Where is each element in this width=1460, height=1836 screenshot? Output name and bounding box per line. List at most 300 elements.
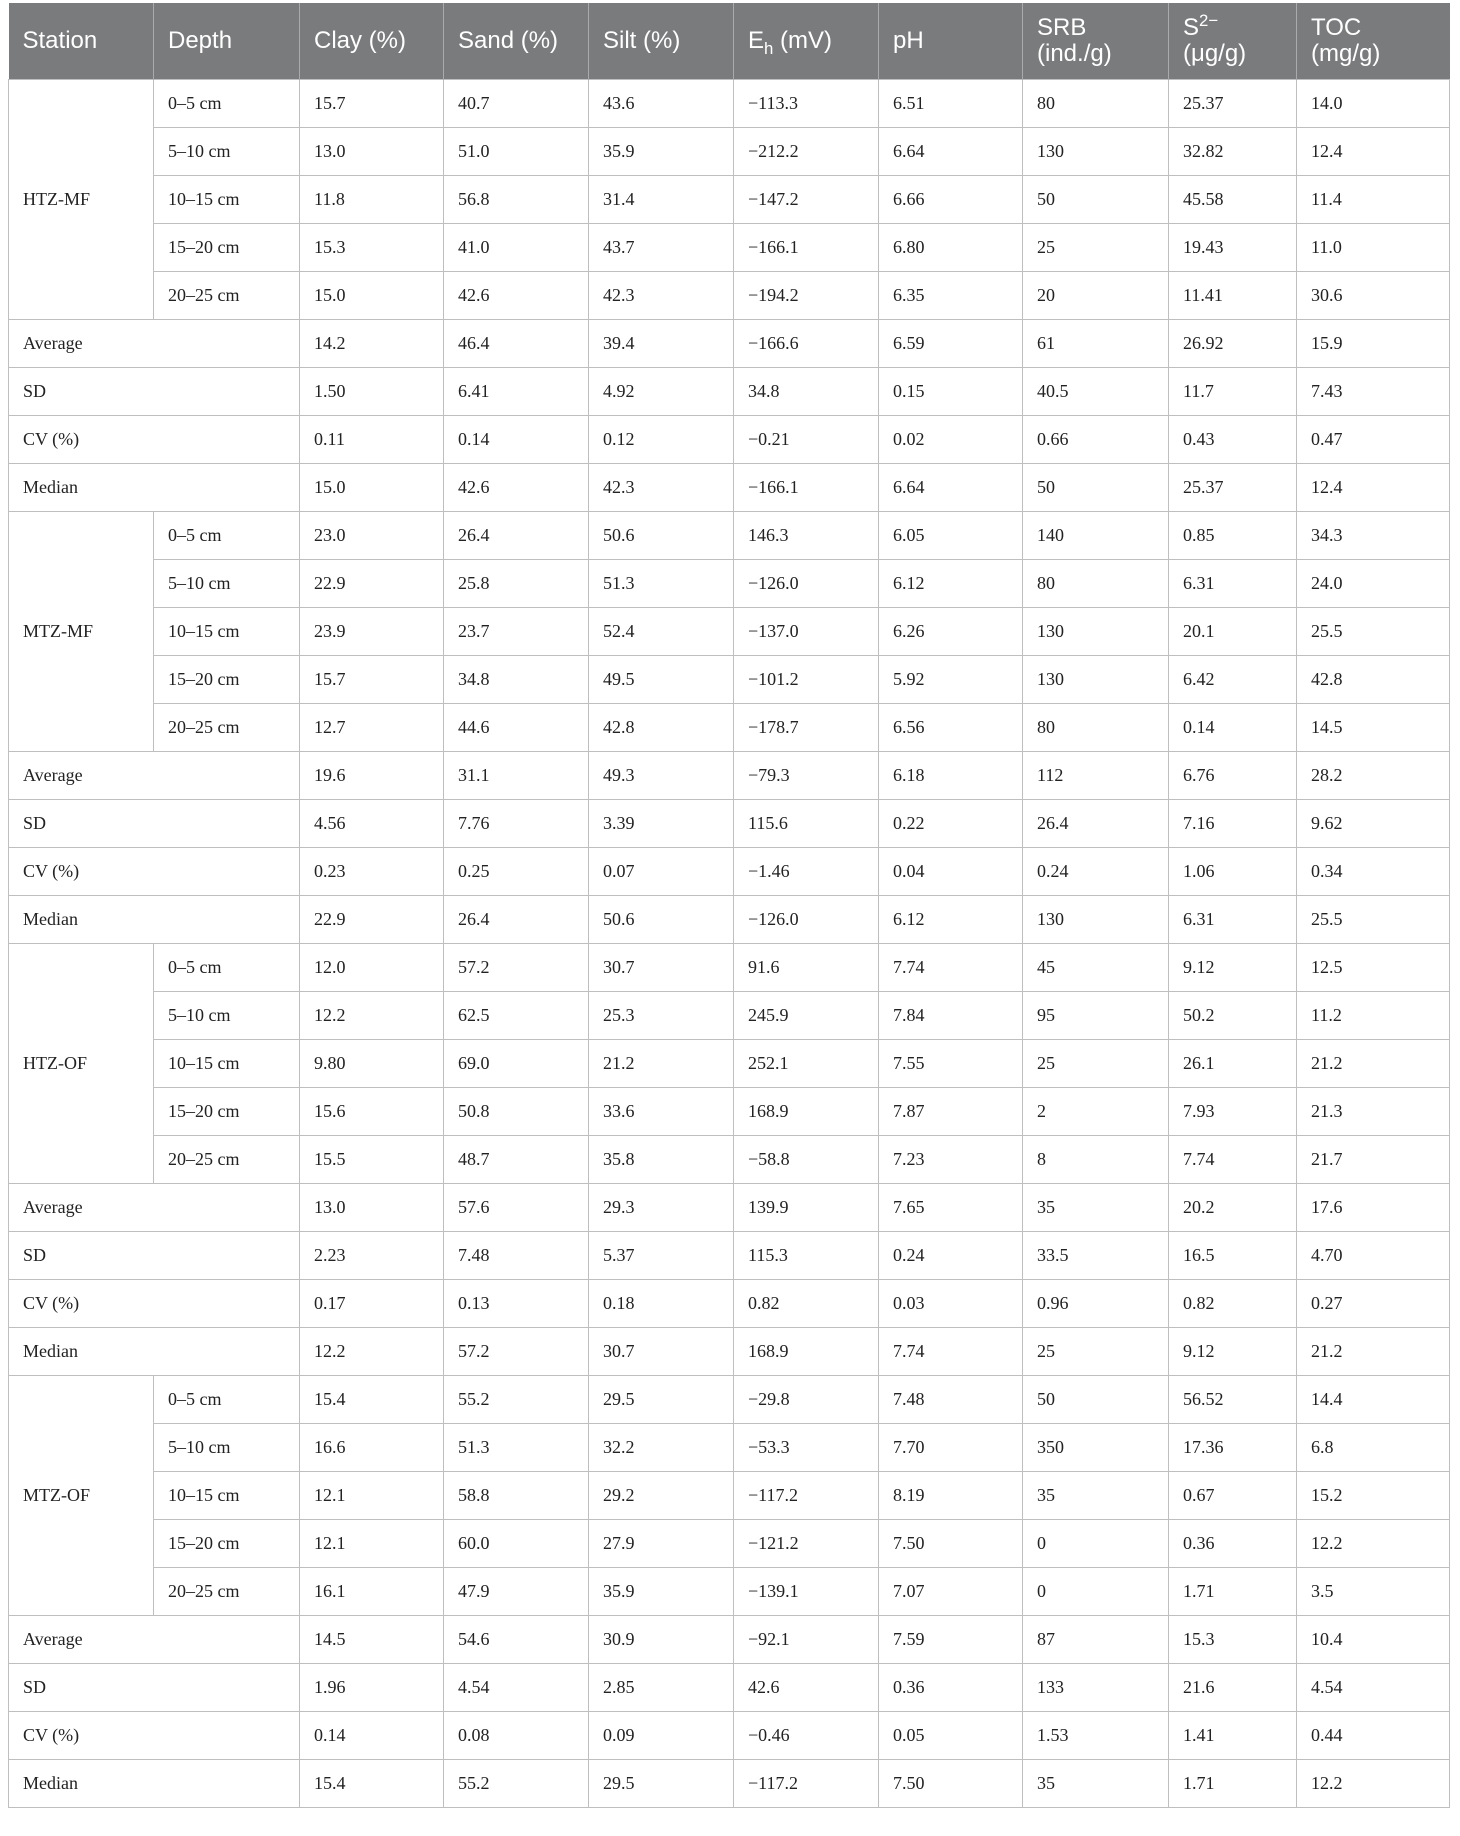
value-cell: 16.6 [300,1423,444,1471]
value-cell: 35.9 [589,1567,734,1615]
value-cell: 15.3 [300,223,444,271]
stats-row [9,1711,1450,1759]
stat-value-cell: 0.14 [444,415,589,463]
value-cell: 6.42 [1169,655,1297,703]
value-cell: 57.2 [444,943,589,991]
depth-cell: 20–25 cm [154,1135,300,1183]
depth-cell: 0–5 cm [154,511,300,559]
stat-value-cell: 0.43 [1169,415,1297,463]
stats-row [9,367,1450,415]
value-cell: 7.55 [879,1039,1023,1087]
value-cell: 6.35 [879,271,1023,319]
stat-value-cell: 1.41 [1169,1711,1297,1759]
value-cell: 12.5 [1297,943,1450,991]
table-row [9,1039,1450,1087]
stat-value-cell: 7.65 [879,1183,1023,1231]
stat-value-cell: 26.4 [1023,799,1169,847]
stat-label-cell: SD [9,799,300,847]
value-cell: 3.5 [1297,1567,1450,1615]
value-cell: −212.2 [734,127,879,175]
value-cell: 20 [1023,271,1169,319]
stat-value-cell: 7.50 [879,1759,1023,1807]
value-cell: 15.2 [1297,1471,1450,1519]
stat-value-cell: −0.46 [734,1711,879,1759]
stat-value-cell: 31.1 [444,751,589,799]
value-cell: −137.0 [734,607,879,655]
value-cell: 12.1 [300,1519,444,1567]
stat-value-cell: 87 [1023,1615,1169,1663]
stat-label-cell: Average [9,1615,300,1663]
stat-value-cell: 46.4 [444,319,589,367]
value-cell: 22.9 [300,559,444,607]
stat-label-cell: Median [9,1759,300,1807]
value-cell: 30.7 [589,943,734,991]
table-row [9,607,1450,655]
table-row [9,1135,1450,1183]
stat-value-cell: 55.2 [444,1759,589,1807]
table-row [9,223,1450,271]
stat-value-cell: 26.92 [1169,319,1297,367]
value-cell: 26.4 [444,511,589,559]
stat-value-cell: 19.6 [300,751,444,799]
value-cell: 12.0 [300,943,444,991]
value-cell: −29.8 [734,1375,879,1423]
value-cell: 50.6 [589,511,734,559]
value-cell: 34.3 [1297,511,1450,559]
stat-value-cell: 14.5 [300,1615,444,1663]
stat-value-cell: 0.34 [1297,847,1450,895]
stat-value-cell: 4.56 [300,799,444,847]
stat-value-cell: 6.41 [444,367,589,415]
value-cell: −101.2 [734,655,879,703]
stat-value-cell: 33.5 [1023,1231,1169,1279]
stat-value-cell: 0.96 [1023,1279,1169,1327]
stat-label-cell: SD [9,1663,300,1711]
value-cell: 48.7 [444,1135,589,1183]
value-cell: 56.8 [444,175,589,223]
value-cell: 7.87 [879,1087,1023,1135]
value-cell: 7.07 [879,1567,1023,1615]
value-cell: 168.9 [734,1087,879,1135]
value-cell: 11.41 [1169,271,1297,319]
stat-value-cell: −0.21 [734,415,879,463]
stat-value-cell: 0.24 [879,1231,1023,1279]
stat-value-cell: 42.6 [734,1663,879,1711]
stat-value-cell: 9.12 [1169,1327,1297,1375]
stats-row [9,1279,1450,1327]
header-station: Station [9,3,154,79]
stat-label-cell: CV (%) [9,1711,300,1759]
stat-label-cell: CV (%) [9,847,300,895]
stat-value-cell: −166.1 [734,463,879,511]
value-cell: 7.74 [879,943,1023,991]
value-cell: −139.1 [734,1567,879,1615]
value-cell: 32.2 [589,1423,734,1471]
value-cell: 130 [1023,607,1169,655]
depth-cell: 10–15 cm [154,607,300,655]
stat-value-cell: 139.9 [734,1183,879,1231]
stat-value-cell: 15.4 [300,1759,444,1807]
stat-value-cell: 7.74 [879,1327,1023,1375]
value-cell: −117.2 [734,1471,879,1519]
value-cell: 12.2 [1297,1519,1450,1567]
value-cell: 21.2 [1297,1039,1450,1087]
stat-value-cell: 0.82 [734,1279,879,1327]
value-cell: 252.1 [734,1039,879,1087]
value-cell: 62.5 [444,991,589,1039]
stat-value-cell: 25.5 [1297,895,1450,943]
stat-value-cell: −79.3 [734,751,879,799]
stat-value-cell: 7.59 [879,1615,1023,1663]
value-cell: 51.3 [589,559,734,607]
stat-value-cell: 0.66 [1023,415,1169,463]
value-cell: 51.3 [444,1423,589,1471]
value-cell: 14.4 [1297,1375,1450,1423]
stat-value-cell: 0.23 [300,847,444,895]
value-cell: 55.2 [444,1375,589,1423]
station-cell: MTZ-OF [9,1375,154,1615]
value-cell: 45 [1023,943,1169,991]
value-cell: 12.2 [300,991,444,1039]
value-cell: 50 [1023,1375,1169,1423]
value-cell: 29.2 [589,1471,734,1519]
header-clay: Clay (%) [300,3,444,79]
stat-label-cell: CV (%) [9,415,300,463]
table-row [9,559,1450,607]
header-srb [1023,3,1169,79]
value-cell: −126.0 [734,559,879,607]
value-cell: 7.23 [879,1135,1023,1183]
value-cell: 40.7 [444,79,589,127]
stat-value-cell: 5.37 [589,1231,734,1279]
stat-value-cell: 16.5 [1169,1231,1297,1279]
stat-label-cell: Average [9,751,300,799]
stat-value-cell: 0.44 [1297,1711,1450,1759]
value-cell: 15.7 [300,655,444,703]
stat-value-cell: 12.2 [1297,1759,1450,1807]
value-cell: 140 [1023,511,1169,559]
value-cell: 245.9 [734,991,879,1039]
sediment-properties-table [8,3,1450,1808]
value-cell: 13.0 [300,127,444,175]
value-cell: 1.71 [1169,1567,1297,1615]
value-cell: 42.6 [444,271,589,319]
value-cell: 17.36 [1169,1423,1297,1471]
value-cell: 350 [1023,1423,1169,1471]
stat-value-cell: 0.12 [589,415,734,463]
value-cell: 44.6 [444,703,589,751]
value-cell: 25.3 [589,991,734,1039]
depth-cell: 5–10 cm [154,991,300,1039]
value-cell: 50 [1023,175,1169,223]
header-toc-line2: (mg/g) [1311,39,1381,67]
station-cell: HTZ-OF [9,943,154,1183]
stats-row [9,1231,1450,1279]
stats-row [9,415,1450,463]
stat-value-cell: 29.5 [589,1759,734,1807]
table-row [9,175,1450,223]
stat-value-cell: 29.3 [589,1183,734,1231]
depth-cell: 10–15 cm [154,1471,300,1519]
value-cell: 6.64 [879,127,1023,175]
stat-value-cell: 42.6 [444,463,589,511]
value-cell: 12.1 [300,1471,444,1519]
value-cell: 7.70 [879,1423,1023,1471]
stat-value-cell: −117.2 [734,1759,879,1807]
header-sulfide-base: S [1183,13,1200,41]
value-cell: 41.0 [444,223,589,271]
value-cell: 6.05 [879,511,1023,559]
stat-value-cell: 130 [1023,895,1169,943]
stat-value-cell: 11.7 [1169,367,1297,415]
value-cell: 35.9 [589,127,734,175]
stat-value-cell: 0.17 [300,1279,444,1327]
value-cell: 95 [1023,991,1169,1039]
value-cell: 24.0 [1297,559,1450,607]
table-row [9,79,1450,127]
stat-value-cell: −126.0 [734,895,879,943]
stat-value-cell: −1.46 [734,847,879,895]
stats-row [9,751,1450,799]
stat-value-cell: 0.47 [1297,415,1450,463]
value-cell: 25.37 [1169,79,1297,127]
value-cell: 25.5 [1297,607,1450,655]
header-sulfide [1169,3,1297,79]
stat-value-cell: 115.6 [734,799,879,847]
stat-value-cell: 21.2 [1297,1327,1450,1375]
value-cell: 91.6 [734,943,879,991]
value-cell: 15.4 [300,1375,444,1423]
value-cell: 23.0 [300,511,444,559]
station-cell: HTZ-MF [9,79,154,319]
value-cell: 7.84 [879,991,1023,1039]
value-cell: 6.12 [879,559,1023,607]
stats-row [9,463,1450,511]
value-cell: 0.14 [1169,703,1297,751]
stat-value-cell: 0.25 [444,847,589,895]
stat-label-cell: SD [9,1231,300,1279]
stats-row [9,799,1450,847]
stat-value-cell: 6.31 [1169,895,1297,943]
stat-value-cell: 133 [1023,1663,1169,1711]
table-container [8,3,1449,1808]
header-depth: Depth [154,3,300,79]
stat-value-cell: 0.08 [444,1711,589,1759]
depth-cell: 15–20 cm [154,655,300,703]
stat-label-cell: Median [9,895,300,943]
stat-value-cell: 0.27 [1297,1279,1450,1327]
stat-value-cell: 1.50 [300,367,444,415]
value-cell: 15.5 [300,1135,444,1183]
value-cell: 42.3 [589,271,734,319]
value-cell: 14.0 [1297,79,1450,127]
stat-value-cell: 12.4 [1297,463,1450,511]
table-row [9,271,1450,319]
value-cell: 42.8 [1297,655,1450,703]
value-cell: 26.1 [1169,1039,1297,1087]
header-en-base: E [748,26,765,54]
value-cell: 34.8 [444,655,589,703]
value-cell: 11.4 [1297,175,1450,223]
value-cell: −166.1 [734,223,879,271]
stat-value-cell: 26.4 [444,895,589,943]
stat-value-cell: 4.54 [1297,1663,1450,1711]
value-cell: 43.7 [589,223,734,271]
stat-value-cell: 0.04 [879,847,1023,895]
stat-value-cell: 6.64 [879,463,1023,511]
stat-value-cell: 0.22 [879,799,1023,847]
header-sand: Sand (%) [444,3,589,79]
value-cell: 80 [1023,559,1169,607]
depth-cell: 15–20 cm [154,223,300,271]
value-cell: 21.2 [589,1039,734,1087]
header-sulfide-unit: (μg/g) [1183,39,1247,67]
value-cell: 6.80 [879,223,1023,271]
stat-value-cell: 1.71 [1169,1759,1297,1807]
stat-value-cell: 2.23 [300,1231,444,1279]
value-cell: 25 [1023,223,1169,271]
stat-value-cell: 61 [1023,319,1169,367]
station-cell: MTZ-MF [9,511,154,751]
header-ph: pH [879,3,1023,79]
stat-value-cell: 30.9 [589,1615,734,1663]
header-en-sub: h [764,38,774,58]
value-cell: 21.3 [1297,1087,1450,1135]
header-toc-line1: TOC [1311,13,1362,41]
stat-value-cell: 57.2 [444,1327,589,1375]
stat-value-cell: 6.12 [879,895,1023,943]
stat-value-cell: 28.2 [1297,751,1450,799]
value-cell: 25 [1023,1039,1169,1087]
value-cell: 60.0 [444,1519,589,1567]
value-cell: 50.8 [444,1087,589,1135]
value-cell: 20.1 [1169,607,1297,655]
value-cell: −58.8 [734,1135,879,1183]
value-cell: 23.9 [300,607,444,655]
stat-value-cell: 35 [1023,1759,1169,1807]
stats-row [9,319,1450,367]
header-silt: Silt (%) [589,3,734,79]
value-cell: 9.80 [300,1039,444,1087]
value-cell: 11.2 [1297,991,1450,1039]
stat-value-cell: 7.43 [1297,367,1450,415]
value-cell: 2 [1023,1087,1169,1135]
value-cell: 0 [1023,1567,1169,1615]
stat-value-cell: 6.76 [1169,751,1297,799]
stat-value-cell: 168.9 [734,1327,879,1375]
table-row [9,1423,1450,1471]
header-en [734,3,879,79]
depth-cell: 15–20 cm [154,1519,300,1567]
stat-value-cell: 7.16 [1169,799,1297,847]
stat-label-cell: CV (%) [9,1279,300,1327]
stat-value-cell: 0.36 [879,1663,1023,1711]
table-row [9,1567,1450,1615]
value-cell: 35.8 [589,1135,734,1183]
stat-value-cell: 49.3 [589,751,734,799]
stat-value-cell: 10.4 [1297,1615,1450,1663]
stat-value-cell: 22.9 [300,895,444,943]
depth-cell: 10–15 cm [154,175,300,223]
stat-value-cell: 9.62 [1297,799,1450,847]
value-cell: 8 [1023,1135,1169,1183]
value-cell: 69.0 [444,1039,589,1087]
table-row [9,1471,1450,1519]
value-cell: 49.5 [589,655,734,703]
stat-value-cell: 25.37 [1169,463,1297,511]
stat-value-cell: 0.15 [879,367,1023,415]
value-cell: 51.0 [444,127,589,175]
stat-value-cell: 30.7 [589,1327,734,1375]
stat-value-cell: 0.11 [300,415,444,463]
value-cell: 33.6 [589,1087,734,1135]
value-cell: 45.58 [1169,175,1297,223]
table-row [9,1519,1450,1567]
stat-value-cell: 34.8 [734,367,879,415]
stat-value-cell: 35 [1023,1183,1169,1231]
stat-value-cell: 15.3 [1169,1615,1297,1663]
stat-value-cell: 7.76 [444,799,589,847]
stat-value-cell: 54.6 [444,1615,589,1663]
table-row [9,1375,1450,1423]
value-cell: 146.3 [734,511,879,559]
value-cell: −121.2 [734,1519,879,1567]
value-cell: 5.92 [879,655,1023,703]
value-cell: 32.82 [1169,127,1297,175]
stats-row [9,1663,1450,1711]
table-row [9,655,1450,703]
stat-value-cell: 7.48 [444,1231,589,1279]
stats-row [9,1183,1450,1231]
value-cell: 50.2 [1169,991,1297,1039]
table-row [9,127,1450,175]
value-cell: 130 [1023,655,1169,703]
stat-label-cell: Median [9,463,300,511]
value-cell: 23.7 [444,607,589,655]
value-cell: 6.66 [879,175,1023,223]
value-cell: 0.85 [1169,511,1297,559]
value-cell: −194.2 [734,271,879,319]
stat-value-cell: 0.24 [1023,847,1169,895]
stat-value-cell: 12.2 [300,1327,444,1375]
header-toc [1297,3,1450,79]
value-cell: 42.8 [589,703,734,751]
value-cell: 80 [1023,79,1169,127]
value-cell: 21.7 [1297,1135,1450,1183]
value-cell: −147.2 [734,175,879,223]
stat-value-cell: 112 [1023,751,1169,799]
stat-value-cell: −166.6 [734,319,879,367]
stats-row [9,1759,1450,1807]
value-cell: 27.9 [589,1519,734,1567]
depth-cell: 0–5 cm [154,1375,300,1423]
value-cell: −178.7 [734,703,879,751]
depth-cell: 15–20 cm [154,1087,300,1135]
stat-value-cell: 115.3 [734,1231,879,1279]
stat-value-cell: 14.2 [300,319,444,367]
value-cell: 11.8 [300,175,444,223]
stat-value-cell: −92.1 [734,1615,879,1663]
stat-value-cell: 3.39 [589,799,734,847]
value-cell: 15.7 [300,79,444,127]
stat-value-cell: 2.85 [589,1663,734,1711]
value-cell: 6.8 [1297,1423,1450,1471]
depth-cell: 20–25 cm [154,1567,300,1615]
stat-value-cell: 0.03 [879,1279,1023,1327]
value-cell: 6.31 [1169,559,1297,607]
value-cell: −113.3 [734,79,879,127]
stat-value-cell: 0.18 [589,1279,734,1327]
